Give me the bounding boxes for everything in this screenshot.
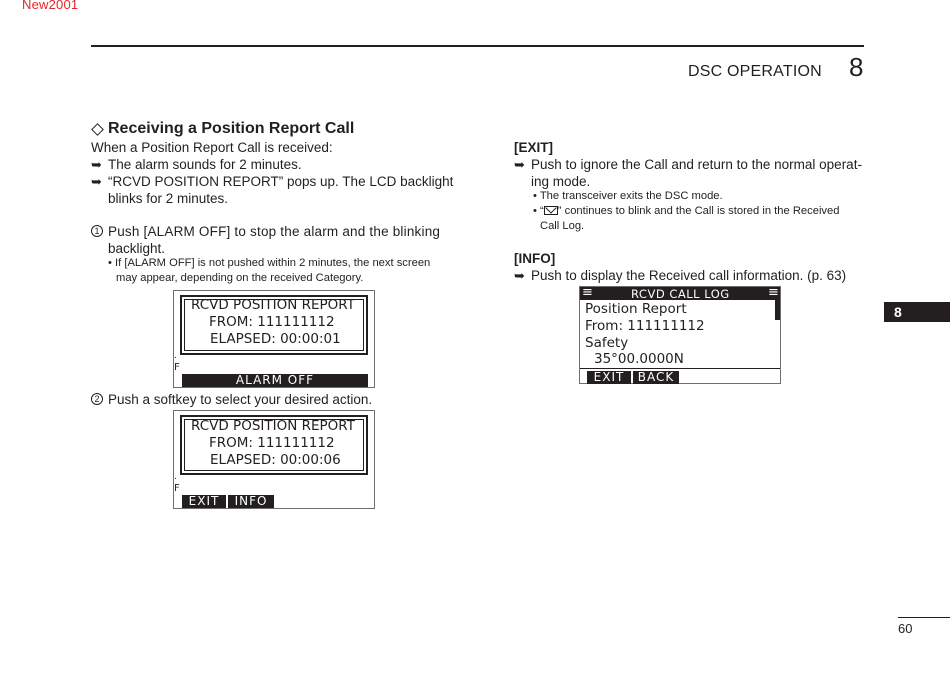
section-title: DSC OPERATION xyxy=(688,63,822,80)
step-number: 1 xyxy=(91,225,103,237)
lcd-screen-call-log xyxy=(579,286,781,384)
lcd-screen-select xyxy=(173,410,375,509)
arrow-bullet-icon: ➥ xyxy=(514,157,525,172)
lcd-line: RCVD POSITION REPORT xyxy=(191,418,355,434)
lcd-line: 35°00.0000N xyxy=(594,351,684,367)
watermark: New2001 xyxy=(22,0,79,12)
arrow-bullet-icon: ➥ xyxy=(91,157,102,172)
exit-text: Push to ignore the Call and return to the normal operat- xyxy=(531,157,862,172)
bullet-text-cont: blinks for 2 minutes. xyxy=(108,191,229,206)
step-number: 2 xyxy=(91,393,103,405)
section-heading: Receiving a Position Report Call xyxy=(108,120,355,137)
header-rule xyxy=(91,45,864,47)
lcd-line: FROM: 111111112 xyxy=(209,314,335,330)
lcd-dot: . xyxy=(174,351,177,361)
lcd-dot: . xyxy=(174,472,177,482)
footer-rule xyxy=(898,617,950,618)
chapter-tab[interactable]: 8 xyxy=(884,302,950,322)
intro-text: When a Position Report Call is received: xyxy=(91,140,333,155)
lcd-line: Position Report xyxy=(585,301,687,317)
scrollbar[interactable] xyxy=(775,300,780,320)
exit-note-post: ” continues to blink and the Call is stored in the Received xyxy=(557,205,840,217)
page-number: 60 xyxy=(898,621,913,636)
lcd-screen-alarm xyxy=(173,290,375,388)
step-text: Push [ALARM OFF] to stop the alarm and the blinking xyxy=(108,224,441,239)
exit-note: • The transceiver exits the DSC mode. xyxy=(533,190,723,202)
lcd-edge-mark: F xyxy=(174,362,180,373)
exit-note xyxy=(533,204,839,219)
chapter-number: 8 xyxy=(849,52,864,82)
back-softkey[interactable]: BACK xyxy=(633,371,679,384)
lcd-line: Safety xyxy=(585,335,629,351)
lcd-line: ELAPSED: 00:00:06 xyxy=(210,452,341,468)
exit-text-cont: ing mode. xyxy=(531,174,591,189)
exit-label: [EXIT] xyxy=(514,140,553,155)
step-text: Push a softkey to select your desired action. xyxy=(108,392,373,407)
menu-icon: ≡ xyxy=(768,285,779,300)
lcd-line: From: 111111112 xyxy=(585,318,705,334)
info-softkey[interactable]: INFO xyxy=(228,495,274,508)
bullet-text: “RCVD POSITION REPORT” pops up. The LCD backlight xyxy=(108,174,454,189)
alarm-off-softkey[interactable]: ALARM OFF xyxy=(182,374,368,387)
arrow-bullet-icon: ➥ xyxy=(91,174,102,189)
lcd-line: ELAPSED: 00:00:01 xyxy=(210,331,341,347)
bullet-text: The alarm sounds for 2 minutes. xyxy=(108,157,302,172)
menu-icon: ≡ xyxy=(582,285,593,300)
lcd-line: RCVD POSITION REPORT xyxy=(191,297,355,313)
lcd-divider xyxy=(580,368,780,369)
info-text: Push to display the Received call information. (p. 63) xyxy=(531,268,847,283)
arrow-bullet-icon: ➥ xyxy=(514,268,525,283)
lcd-title: RCVD CALL LOG xyxy=(631,287,730,301)
exit-note-pre: • “ xyxy=(533,205,544,217)
exit-softkey[interactable]: EXIT xyxy=(182,495,226,508)
lcd-edge-mark: F xyxy=(174,483,180,494)
lcd-line: FROM: 111111112 xyxy=(209,435,335,451)
exit-softkey[interactable]: EXIT xyxy=(587,371,631,384)
envelope-icon xyxy=(544,206,558,215)
step-note-cont: may appear, depending on the received Category. xyxy=(116,272,364,284)
step-text-cont: backlight. xyxy=(108,241,166,256)
exit-note-cont: Call Log. xyxy=(540,220,585,232)
step-note: • If [ALARM OFF] is not pushed within 2 minutes, the next screen xyxy=(108,257,431,269)
info-label: [INFO] xyxy=(514,251,556,266)
diamond-icon xyxy=(91,123,104,136)
